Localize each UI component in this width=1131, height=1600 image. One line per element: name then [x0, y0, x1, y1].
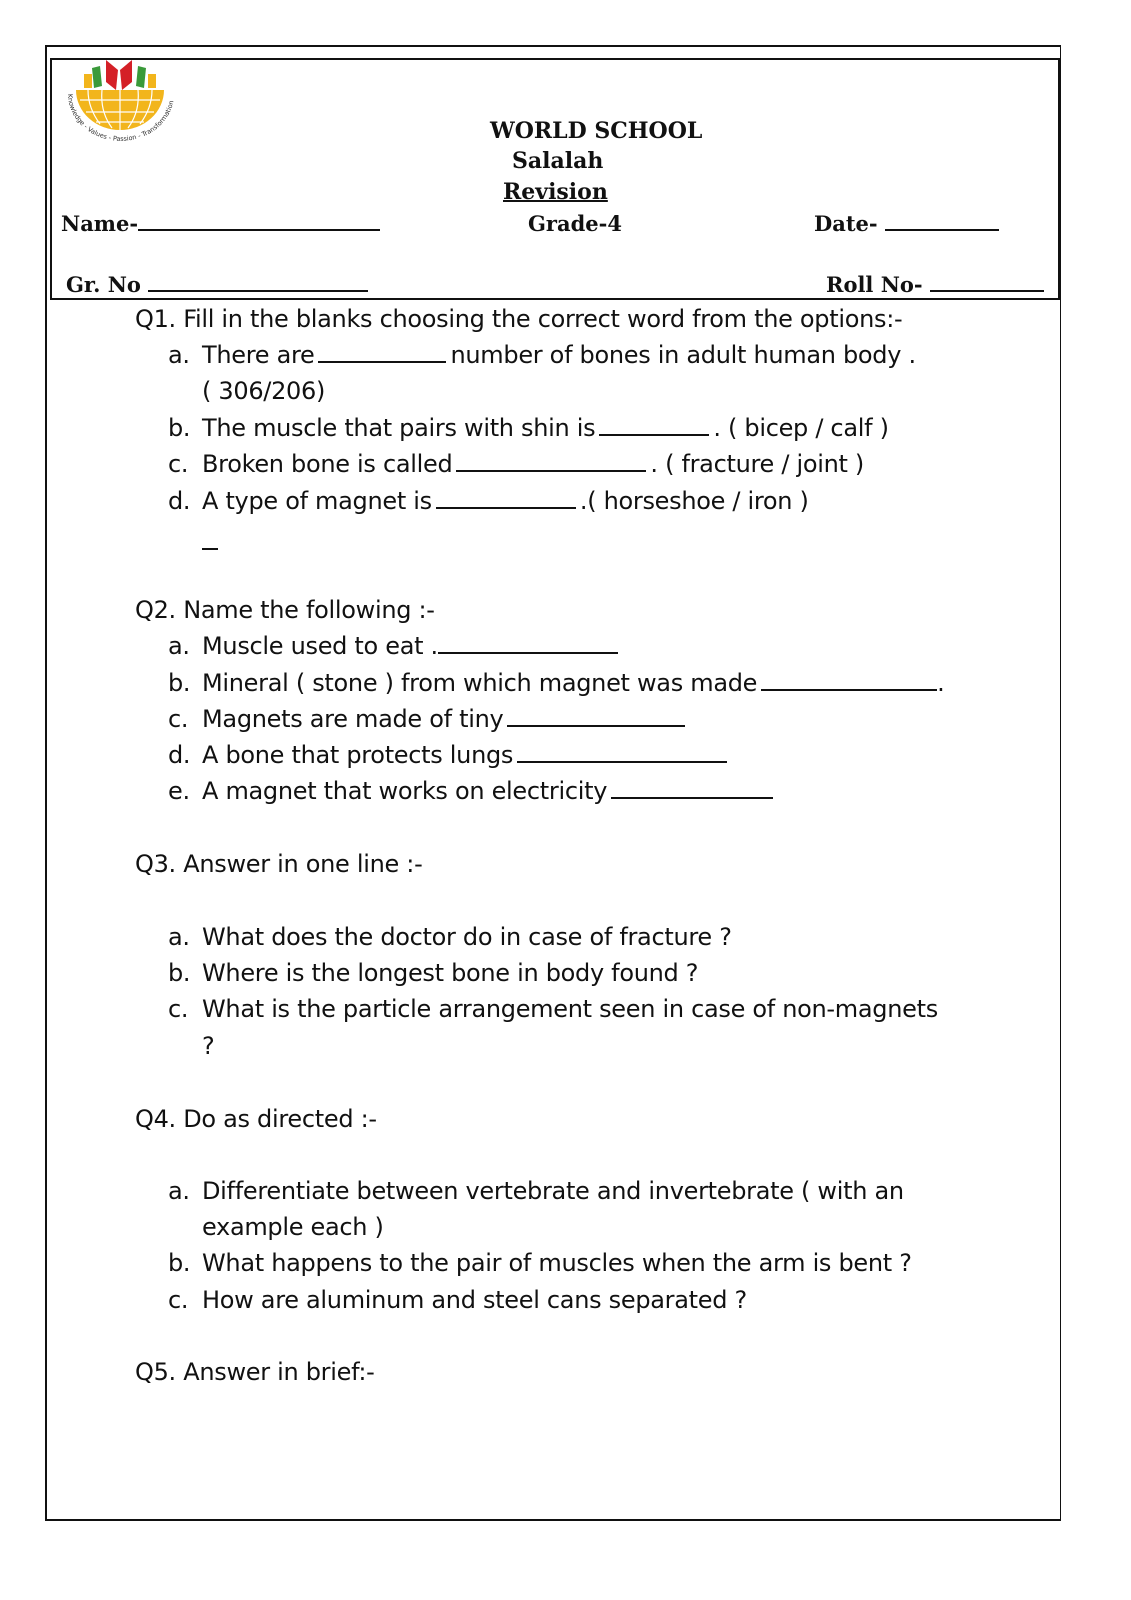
- svg-text:Knowledge - Values - Passion -: Knowledge - Values - Passion - Transformation: [65, 93, 176, 143]
- grno-label: Gr. No: [66, 272, 141, 297]
- date-blank[interactable]: [885, 228, 999, 231]
- school-name: WORLD SCHOOL: [490, 118, 703, 144]
- question-item: c. Broken bone is called . ( fracture / joint ): [168, 450, 864, 478]
- question-item-continuation: example each ): [202, 1213, 384, 1241]
- answer-blank[interactable]: [599, 433, 709, 436]
- question-item: c. Magnets are made of tiny: [168, 705, 689, 733]
- grno-field[interactable]: [66, 272, 368, 297]
- rollno-label: Roll No-: [826, 272, 923, 297]
- name-label: Name-: [61, 211, 139, 236]
- document-title: Revision: [503, 179, 608, 205]
- question-item: e. A magnet that works on electricity: [168, 777, 777, 805]
- question-title: Q5. Answer in brief:-: [135, 1358, 375, 1386]
- question-item: c. How are aluminum and steel cans separated ?: [168, 1286, 747, 1314]
- question-item-continuation: ?: [202, 1032, 215, 1060]
- question-item: d. A bone that protects lungs: [168, 741, 731, 769]
- answer-blank[interactable]: [318, 360, 446, 363]
- school-logo-icon: [62, 60, 178, 150]
- question-title: Q3. Answer in one line :-: [135, 850, 423, 878]
- name-blank[interactable]: [138, 228, 380, 231]
- question-item: a. Muscle used to eat .: [168, 632, 622, 660]
- question-item: c. What is the particle arrangement seen in case of non-magnets: [168, 995, 938, 1023]
- name-field[interactable]: [61, 211, 380, 236]
- answer-blank[interactable]: [611, 796, 773, 799]
- question-item: a. What does the doctor do in case of fracture ?: [168, 923, 732, 951]
- question-item-continuation: ( 306/206): [202, 377, 326, 405]
- question-item: a. Differentiate between vertebrate and invertebrate ( with an: [168, 1177, 904, 1205]
- answer-blank[interactable]: [507, 724, 685, 727]
- answer-blank[interactable]: [436, 506, 576, 509]
- answer-blank[interactable]: [761, 688, 937, 691]
- date-field[interactable]: [814, 211, 999, 236]
- answer-blank[interactable]: [517, 760, 727, 763]
- question-item: b. The muscle that pairs with shin is . ( bicep / calf ): [168, 414, 889, 442]
- rollno-field[interactable]: [826, 272, 1044, 297]
- question-item: d. A type of magnet is .( horseshoe / iron ): [168, 487, 809, 515]
- school-city: Salalah: [512, 148, 604, 174]
- rollno-blank[interactable]: [930, 289, 1044, 292]
- question-title: Q2. Name the following :-: [135, 596, 435, 624]
- date-label: Date-: [814, 211, 878, 236]
- question-title: Q1. Fill in the blanks choosing the correct word from the options:-: [135, 305, 903, 333]
- question-item: b. Where is the longest bone in body found ?: [168, 959, 699, 987]
- question-item: a. There are number of bones in adult human body .: [168, 341, 916, 369]
- question-item: b. Mineral ( stone ) from which magnet was made .: [168, 669, 945, 697]
- stray-dash: [202, 548, 218, 550]
- grno-blank[interactable]: [148, 289, 368, 292]
- question-title: Q4. Do as directed :-: [135, 1105, 377, 1133]
- answer-blank[interactable]: [456, 469, 646, 472]
- question-item: b. What happens to the pair of muscles when the arm is bent ?: [168, 1249, 912, 1277]
- grade-label: Grade-4: [528, 211, 622, 236]
- answer-blank[interactable]: [438, 651, 618, 654]
